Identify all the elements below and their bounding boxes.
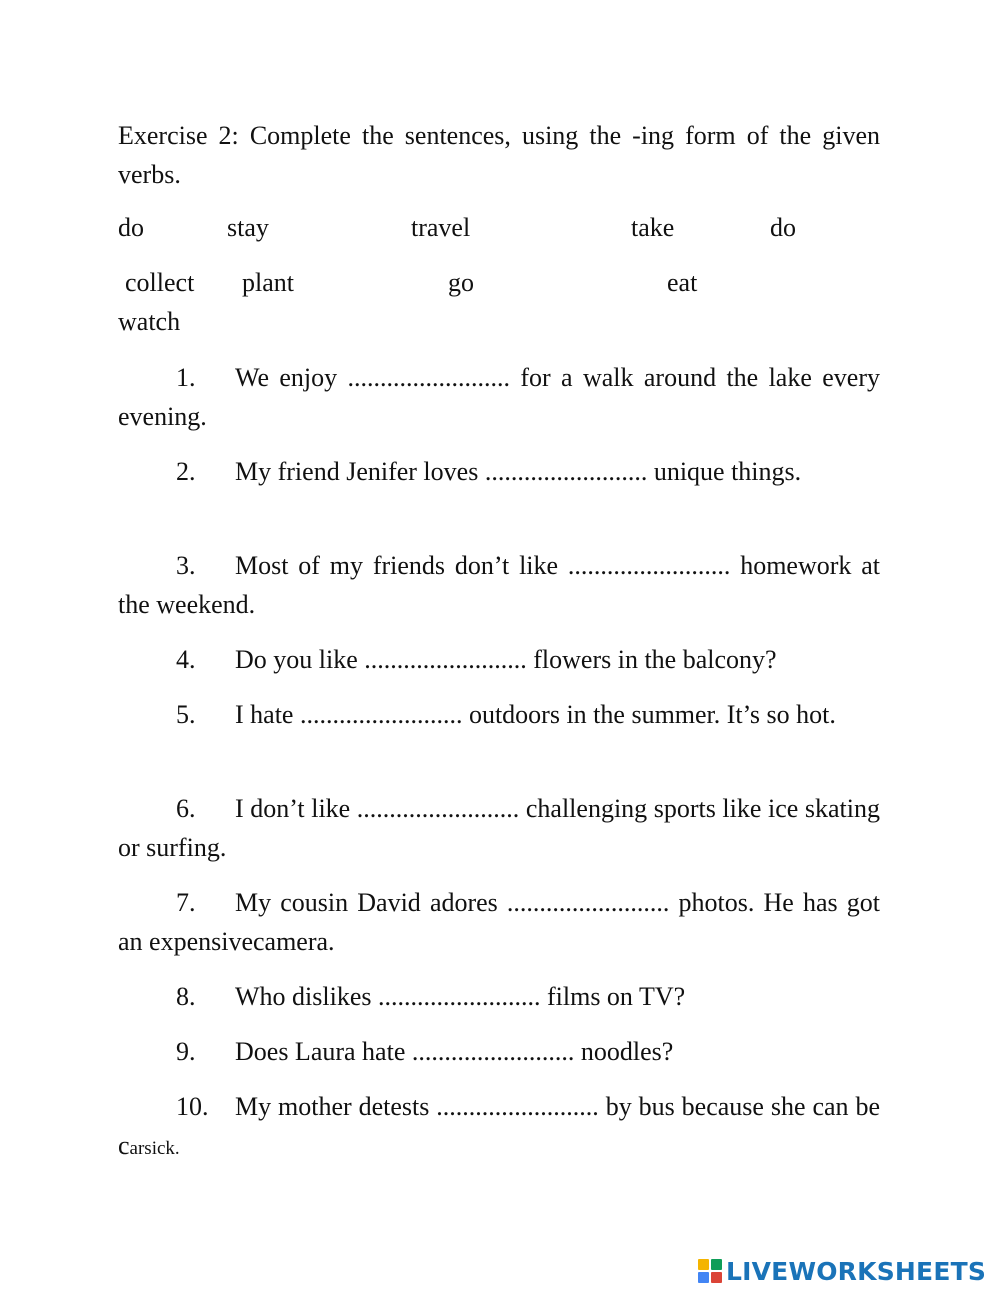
question-text: My cousin David adores ......................... photos. He has got an expensivecamera.: [118, 888, 880, 956]
question-number: 8.: [176, 982, 196, 1011]
word-bank-item-watch: watch: [118, 307, 181, 336]
logo-square-green: [711, 1259, 722, 1270]
question-number: 7.: [176, 888, 196, 917]
question-number: 10.: [176, 1092, 209, 1121]
question-number: 9.: [176, 1037, 196, 1066]
question-4: [118, 640, 880, 679]
word-bank-item-take: take: [631, 213, 675, 242]
liveworksheets-logo-icon: [698, 1259, 722, 1283]
question-6: [118, 789, 880, 867]
question-text: My mother detests ......................... by bus because she can be c: [118, 1092, 880, 1160]
word-bank-item-stay: stay: [227, 213, 269, 242]
exercise-heading: Exercise 2: Complete the sentences, using the -ing form of the given verbs.: [118, 121, 880, 189]
question-5: [118, 695, 880, 734]
question-3: [118, 546, 880, 624]
liveworksheets-logo: [698, 1256, 986, 1286]
question-8: [118, 977, 880, 1016]
logo-square-red: [711, 1272, 722, 1283]
question-7: [118, 883, 880, 961]
question-10: [118, 1087, 880, 1168]
question-text: I don’t like ......................... challenging sports like ice skating or surfing.: [118, 794, 880, 862]
question-number: 4.: [176, 645, 196, 674]
question-text: Who dislikes ......................... films on TV?: [235, 982, 686, 1011]
question-number: 3.: [176, 551, 196, 580]
question-9: [118, 1032, 880, 1071]
question-text: Does Laura hate ......................... noodles?: [235, 1037, 674, 1066]
question-number: 5.: [176, 700, 196, 729]
word-bank-item-travel: travel: [411, 213, 471, 242]
liveworksheets-wordmark: LIVEWORKSHEETS: [726, 1256, 987, 1286]
word-bank-item-do: do: [118, 213, 144, 242]
logo-square-yellow: [698, 1259, 709, 1270]
word-bank-item-do-2: do: [770, 213, 796, 242]
question-text-tail: arsick.: [129, 1138, 180, 1159]
question-number: 2.: [176, 457, 196, 486]
question-text: I hate ......................... outdoors in the summer. It’s so hot.: [235, 700, 836, 729]
word-bank-item-collect: collect: [125, 268, 195, 297]
question-text: My friend Jenifer loves ......................... unique things.: [235, 457, 802, 486]
question-text: Most of my friends don’t like ......................... homework at the weekend.: [118, 551, 880, 619]
word-bank-item-go: go: [448, 268, 474, 297]
question-2: [118, 452, 880, 491]
word-bank-item-plant: plant: [242, 268, 294, 297]
question-text: Do you like ......................... flowers in the balcony?: [235, 645, 777, 674]
word-bank-item-eat: eat: [667, 268, 698, 297]
question-number: 6.: [176, 794, 196, 823]
question-text: We enjoy ......................... for a walk around the lake every evening.: [118, 363, 880, 431]
question-number: 1.: [176, 363, 196, 392]
logo-square-blue: [698, 1272, 709, 1283]
question-1: [118, 358, 880, 436]
